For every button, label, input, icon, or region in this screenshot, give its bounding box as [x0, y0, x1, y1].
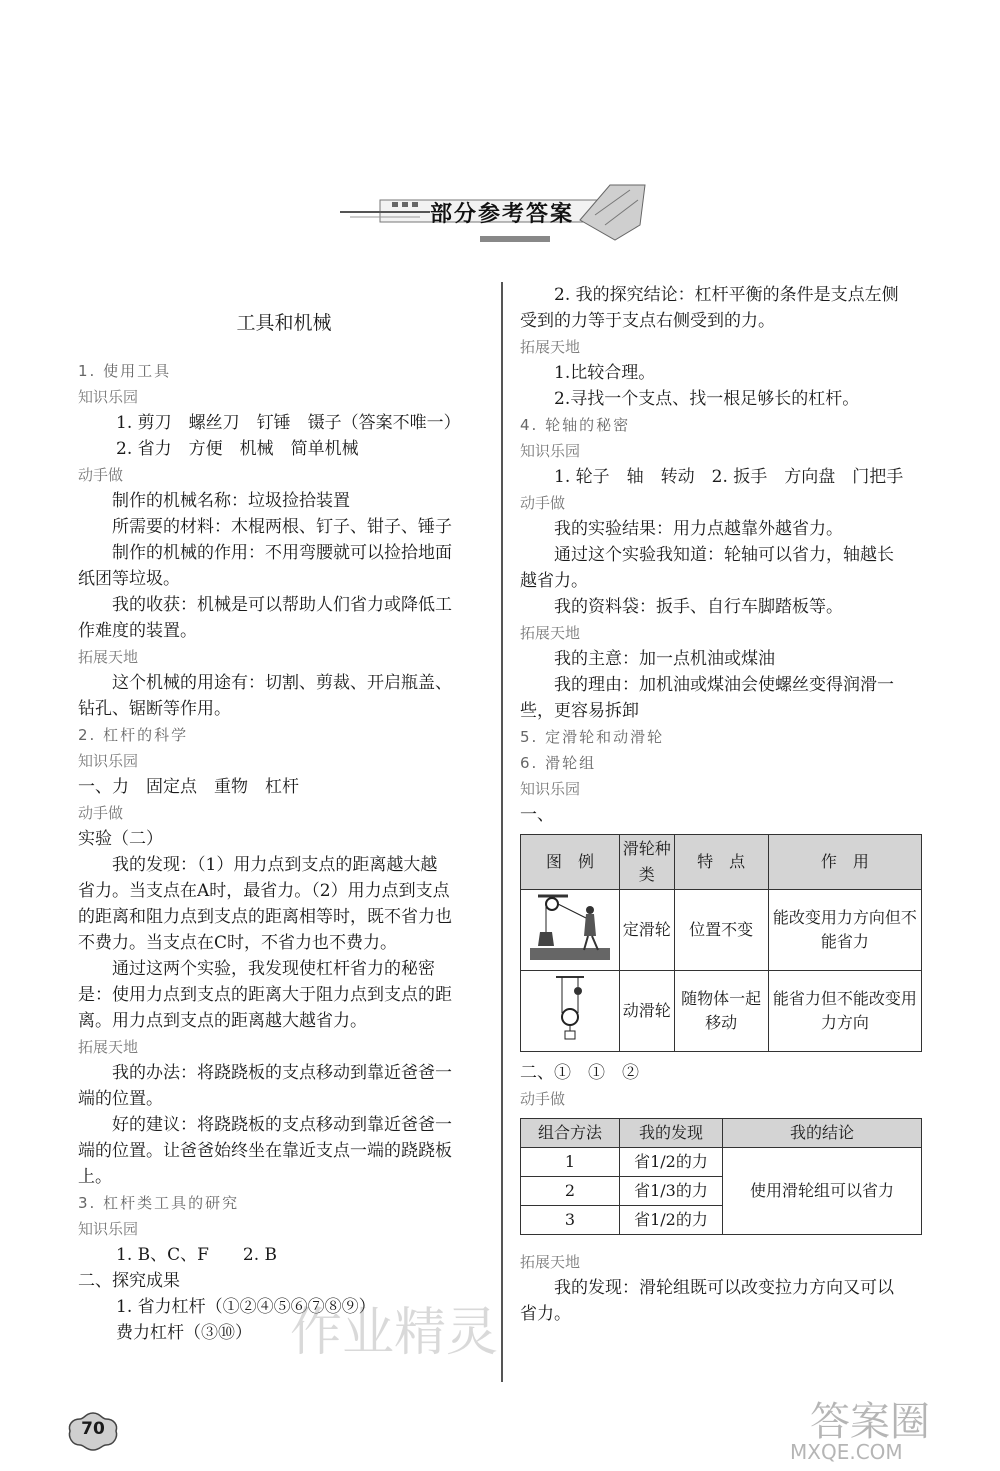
table-cell: 省1/2的力 [620, 1206, 723, 1235]
answer-line: 作难度的装置。 [78, 621, 197, 641]
table-cell: 2 [521, 1177, 620, 1206]
subsection-label: 知识乐园 [78, 752, 139, 770]
table-header: 我的发现 [620, 1119, 723, 1148]
table-row [521, 1148, 922, 1177]
table-row [521, 890, 922, 971]
subsection-label: 动手做 [520, 494, 566, 512]
watermark-logo: 答案圈 [810, 1399, 930, 1445]
answer-line: 制作的机械名称：垃圾捡拾装置 [112, 491, 350, 511]
answer-line: 二、① ① ② [520, 1063, 639, 1083]
answer-line: 2. 省力 方便 机械 简单机械 [116, 439, 359, 459]
answer-line: 一、力 固定点 重物 杠杆 [78, 777, 299, 797]
table-cell: 3 [521, 1206, 620, 1235]
table-header: 图 例 [521, 835, 620, 890]
answer-line: 所需要的材料：木棍两根、钉子、钳子、锤子 [112, 517, 452, 537]
answer-line: 端的位置。 [78, 1089, 163, 1109]
answer-line: 越省力。 [520, 571, 588, 591]
subsection-label: 拓展天地 [520, 1253, 581, 1271]
answer-line: 是：使用力点到支点的距离大于阻力点到支点的距 [78, 985, 452, 1005]
subsection-label: 动手做 [78, 804, 124, 822]
subsection-label: 知识乐园 [78, 1220, 139, 1238]
page-number: 70 [81, 1419, 105, 1439]
subsection-label: 拓展天地 [78, 1038, 139, 1056]
column-divider [501, 282, 503, 1382]
answer-line: 受到的力等于支点右侧受到的力。 [520, 311, 775, 331]
table-cell: 动滑轮 [620, 971, 675, 1052]
answer-line: 通过这个实验我知道：轮轴可以省力，轴越长 [554, 545, 894, 565]
answer-line: 制作的机械的作用：不用弯腰就可以捡拾地面 [112, 543, 452, 563]
left-column [78, 300, 490, 1346]
section-heading: 5. 定滑轮和动滑轮 [520, 728, 665, 746]
answer-line: 端的位置。让爸爸始终坐在靠近支点一端的跷跷板 [78, 1141, 452, 1161]
subsection-label: 拓展天地 [520, 624, 581, 642]
answer-line: 二、探究成果 [78, 1271, 180, 1291]
subsection-label: 拓展天地 [78, 648, 139, 666]
subsection-label: 动手做 [78, 466, 124, 484]
answer-line: 1.比较合理。 [554, 363, 656, 383]
section-heading: 3. 杠杆类工具的研究 [78, 1194, 240, 1212]
table-cell: 能改变用力方向但不能省力 [768, 890, 921, 971]
answer-line: 我的资料袋：扳手、自行车脚踏板等。 [554, 597, 843, 617]
answer-line: 我的办法：将跷跷板的支点移动到靠近爸爸一 [112, 1063, 452, 1083]
section-heading: 2. 杠杆的科学 [78, 726, 189, 744]
pulley-group-table [520, 1118, 922, 1235]
answer-line: 2. 我的探究结论：杠杆平衡的条件是支点左侧 [554, 285, 899, 305]
answer-line: 离。用力点到支点的距离越大越省力。 [78, 1011, 367, 1031]
answer-line: 的距离和阻力点到支点的距离相等时，既不省力也 [78, 907, 452, 927]
answer-line: 些，更容易拆卸 [520, 701, 639, 721]
page-title: 部分参考答案 [430, 202, 575, 227]
answer-line: 好的建议：将跷跷板的支点移动到靠近爸爸一 [112, 1115, 452, 1135]
answer-line: 2.寻找一个支点、找一根足够长的杠杆。 [554, 389, 860, 409]
table-cell: 能省力但不能改变用力方向 [768, 971, 921, 1052]
watermark-text: 作业精灵 [290, 1303, 499, 1363]
answer-line: 我的理由：加机油或煤油会使螺丝变得润滑一 [554, 675, 894, 695]
table-cell: 位置不变 [674, 890, 768, 971]
table-cell: 使用滑轮组可以省力 [723, 1148, 922, 1235]
table-cell: 随物体一起移动 [674, 971, 768, 1052]
answer-line: 我的收获：机械是可以帮助人们省力或降低工 [112, 595, 452, 615]
answer-line: 我的实验结果：用力点越靠外越省力。 [554, 519, 843, 539]
answer-line: 通过这两个实验，我发现使杠杆省力的秘密 [112, 959, 435, 979]
answer-line: 我的发现：滑轮组既可以改变拉力方向又可以 [554, 1278, 894, 1298]
answer-line: 我的发现：（1）用力点到支点的距离越大越 [112, 855, 438, 875]
page-number-badge [66, 1411, 120, 1451]
pulley-table [520, 834, 922, 1052]
subsection-label: 拓展天地 [520, 338, 581, 356]
table-cell: 省1/3的力 [620, 1177, 723, 1206]
table-header: 特 点 [674, 835, 768, 890]
table-header: 作 用 [768, 835, 921, 890]
answer-line: 不费力。当支点在C时，不省力也不费力。 [78, 933, 398, 953]
section-heading: 6. 滑轮组 [520, 754, 597, 772]
table-header: 我的结论 [723, 1119, 922, 1148]
table-row [521, 971, 922, 1052]
subsection-label: 知识乐园 [520, 780, 581, 798]
subsection-label: 动手做 [520, 1090, 566, 1108]
answer-line: 省力。 [520, 1304, 571, 1324]
section-heading: 4. 轮轴的秘密 [520, 416, 631, 434]
answer-line: 1. B、C、F 2. B [116, 1245, 278, 1265]
table-cell: 1 [521, 1148, 620, 1177]
answer-line: 1. 省力杠杆（①②④⑤⑥⑦⑧⑨） [116, 1297, 376, 1317]
answer-line: 钻孔、锯断等作用。 [78, 699, 231, 719]
table-header: 组合方法 [521, 1119, 620, 1148]
subsection-label: 知识乐园 [520, 442, 581, 460]
right-column [520, 282, 930, 1327]
fixed-pulley-illustration [521, 890, 620, 971]
table-header: 滑轮种类 [620, 835, 675, 890]
answer-line: 一、 [520, 805, 554, 825]
table-cell: 省1/2的力 [620, 1148, 723, 1177]
answer-line: 上。 [78, 1167, 112, 1187]
movable-pulley-illustration [521, 971, 620, 1052]
answer-line: 费力杠杆（③⑩） [116, 1323, 252, 1343]
answer-line: 省力。当支点在A时，最省力。（2）用力点到支点 [78, 881, 450, 901]
answer-line: 纸团等垃圾。 [78, 569, 180, 589]
answer-line: 1. 剪刀 螺丝刀 钉锤 镊子（答案不唯一） [116, 413, 461, 433]
subsection-label: 知识乐园 [78, 388, 139, 406]
watermark-url: MXQE.COM [790, 1440, 903, 1464]
chapter-title: 工具和机械 [236, 312, 332, 334]
answer-line: 实验（二） [78, 829, 163, 849]
answer-line: 我的主意：加一点机油或煤油 [554, 649, 775, 669]
table-cell: 定滑轮 [620, 890, 675, 971]
answer-line: 1. 轮子 轴 转动 2. 扳手 方向盘 门把手 [554, 467, 904, 487]
answer-line: 这个机械的用途有：切割、剪裁、开启瓶盖、 [112, 673, 452, 693]
section-heading: 1. 使用工具 [78, 362, 172, 380]
